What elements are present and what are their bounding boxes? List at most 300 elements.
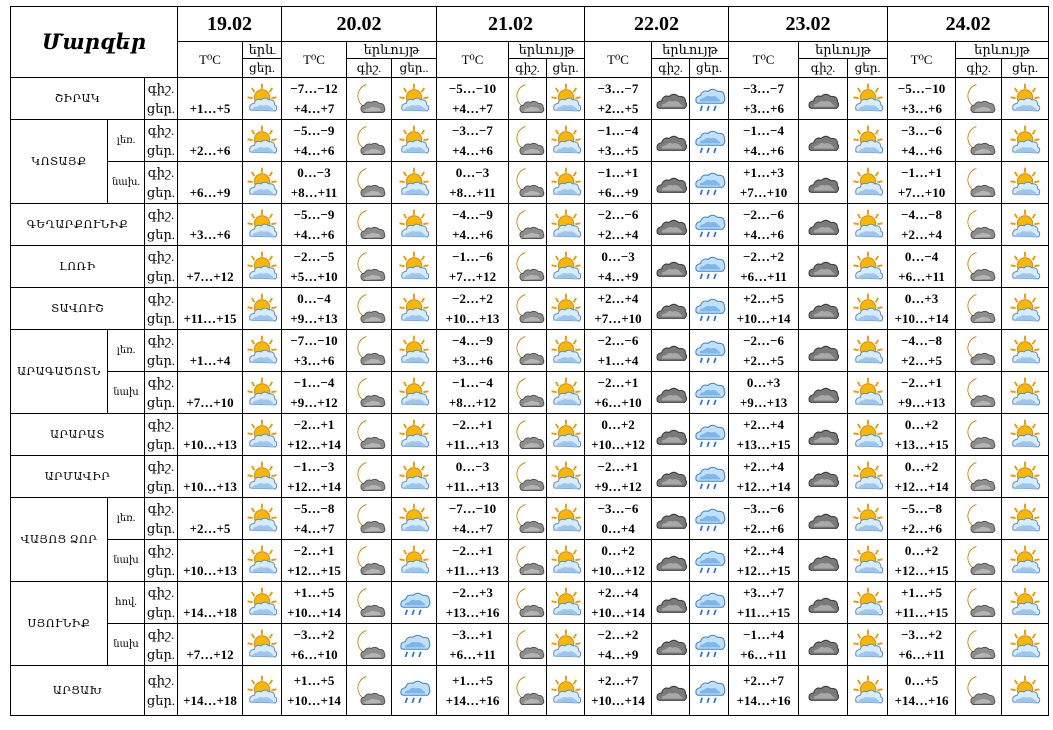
period-label-top: գիշ. — [147, 672, 175, 688]
weather-icon-cell — [690, 624, 729, 666]
table-row — [11, 372, 1049, 414]
temp-cell — [888, 414, 956, 456]
weather-icon-cell — [799, 78, 848, 120]
region-name: ՇԻՐԱԿ — [11, 78, 145, 120]
day-header: ցեր. — [848, 59, 888, 78]
rain-cloud-icon — [690, 376, 728, 410]
table-row — [11, 414, 1049, 456]
weather-icon-cell — [243, 246, 282, 288]
weather-icon-cell — [243, 498, 282, 540]
period-label — [145, 246, 178, 288]
temp-cell — [888, 246, 956, 288]
night-header: գիշ. — [652, 59, 690, 78]
sunny-cloud-icon — [547, 586, 584, 620]
temp-cell-top: +1…+5 — [293, 672, 335, 688]
sunny-cloud-icon — [547, 250, 584, 284]
weather-icon-cell — [509, 540, 547, 582]
rain-cloud-icon — [392, 674, 436, 708]
rain-cloud-icon — [690, 124, 728, 158]
temp-spacer — [178, 79, 242, 99]
sunny-cloud-icon — [1002, 334, 1048, 368]
temp-spacer — [178, 121, 242, 141]
weather-icon-cell — [690, 78, 729, 120]
period-label-bottom: ցեր. — [146, 478, 176, 494]
temp-day: +3…+6 — [189, 226, 231, 242]
moon-cloud-icon — [956, 460, 1001, 494]
temp-cell-bottom: +6…+9 — [597, 184, 639, 200]
region-name: ԼՈՌԻ — [11, 246, 145, 288]
dark-cloud-icon — [799, 628, 847, 662]
temp-cell — [437, 162, 509, 204]
table-row — [11, 204, 1049, 246]
sunny-cloud-icon — [1002, 82, 1048, 116]
weather-icon-cell — [799, 372, 848, 414]
temp-cell-top: −7…−10 — [448, 500, 497, 516]
moon-cloud-icon — [509, 124, 546, 158]
temp-header: T⁰C — [178, 42, 243, 78]
temp-cell-top: −3…+1 — [452, 626, 493, 642]
temp-cell-top: 0…−3 — [601, 248, 635, 264]
moon-cloud-icon — [509, 544, 546, 578]
sunny-cloud-icon — [392, 544, 436, 578]
weather-icon-cell — [690, 204, 729, 246]
temp-cell-top: +1…+5 — [452, 672, 493, 688]
weather-icon-cell — [347, 666, 392, 716]
temp-cell-bottom: +8…+11 — [449, 184, 496, 200]
moon-cloud-icon — [956, 292, 1001, 326]
period-label-bottom: ցեր. — [146, 692, 176, 708]
temp-cell-bottom: +2…+5 — [901, 352, 942, 368]
sunny-cloud-icon — [1002, 502, 1048, 536]
weather-icon-cell — [392, 456, 437, 498]
dark-cloud-icon — [799, 418, 847, 452]
temp-cell-bottom: +3…+6 — [901, 100, 942, 116]
temp-cell-top: 0…+2 — [904, 542, 939, 558]
temp-cell — [282, 162, 347, 204]
sunny-cloud-icon — [243, 628, 281, 662]
weather-icon-cell — [547, 330, 585, 372]
temp-cell-top: +2…+4 — [743, 416, 784, 432]
temp-cell — [282, 456, 347, 498]
weather-icon-cell — [392, 582, 437, 624]
weather-icon-cell — [652, 666, 690, 716]
weather-icon-cell — [547, 624, 585, 666]
phen-header: երևույթ — [799, 42, 888, 59]
dark-cloud-icon — [799, 166, 847, 200]
sunny-cloud-icon — [392, 82, 436, 116]
temp-header: T⁰C — [437, 42, 509, 78]
temp-cell-top: −5…−10 — [897, 80, 946, 96]
temp-cell-top: −2…−5 — [293, 248, 335, 264]
temp-cell-top: 0…−3 — [455, 458, 490, 474]
temp-cell — [282, 624, 347, 666]
temp-cell-bottom: +10…+14 — [894, 310, 949, 326]
temp-cell-top: −2…+2 — [597, 626, 639, 642]
dark-cloud-icon — [652, 586, 689, 620]
period-label — [145, 330, 178, 372]
period-label-bottom: ցեր. — [146, 310, 176, 326]
weather-icon-cell — [1002, 456, 1049, 498]
weather-icon-cell — [547, 372, 585, 414]
temp-cell — [178, 246, 243, 288]
temp-header: T⁰C — [888, 42, 956, 78]
temp-cell — [729, 288, 799, 330]
temp-cell-bottom: +3…+5 — [597, 142, 639, 158]
temp-cell-top: −1…−4 — [452, 374, 493, 390]
dark-cloud-icon — [799, 292, 847, 326]
period-label-bottom: ցեր. — [146, 352, 176, 368]
temp-cell — [729, 582, 799, 624]
weather-icon-cell — [956, 246, 1002, 288]
temp-cell — [437, 540, 509, 582]
night-header: գիշ. — [799, 59, 848, 78]
sunny-cloud-icon — [848, 166, 887, 200]
region-name: ԱՐՄԱՎԻՐ — [11, 456, 145, 498]
dark-cloud-icon — [652, 208, 689, 242]
temp-cell — [888, 162, 956, 204]
temp-cell-bottom: +10…+14 — [287, 692, 341, 708]
weather-icon-cell — [848, 582, 888, 624]
temp-cell — [437, 666, 509, 716]
temp-cell-top: −5…−10 — [448, 80, 497, 96]
period-label-top: գիշ. — [147, 206, 175, 222]
weather-icon-cell — [848, 540, 888, 582]
day-header: ցեր. — [1002, 59, 1049, 78]
moon-cloud-icon — [956, 166, 1001, 200]
weather-icon-cell — [799, 120, 848, 162]
moon-cloud-icon — [956, 250, 1001, 284]
date-header: 23.02 — [729, 7, 888, 42]
temp-cell — [888, 372, 956, 414]
weather-icon-cell — [347, 246, 392, 288]
weather-icon-cell — [690, 246, 729, 288]
weather-icon-cell — [799, 204, 848, 246]
temp-cell-top: −5…−8 — [901, 500, 942, 516]
sunny-cloud-icon — [1002, 628, 1048, 662]
moon-cloud-icon — [509, 334, 546, 368]
temp-cell-bottom: +14…+16 — [894, 692, 949, 708]
sunny-cloud-icon — [392, 418, 436, 452]
sunny-cloud-icon — [243, 208, 281, 242]
temp-cell — [178, 498, 243, 540]
sunny-cloud-icon — [547, 628, 584, 662]
temp-cell-top: −2…+1 — [597, 458, 639, 474]
temp-cell — [729, 624, 799, 666]
weather-icon-cell — [799, 666, 848, 716]
phen-header: երև — [243, 42, 282, 59]
weather-icon-cell — [347, 540, 392, 582]
temp-cell-top: −4…−9 — [452, 332, 493, 348]
weather-icon-cell — [1002, 372, 1049, 414]
date-header: 22.02 — [585, 7, 729, 42]
weather-icon-cell — [799, 288, 848, 330]
weather-icon-cell — [1002, 582, 1049, 624]
date-header: 24.02 — [888, 7, 1049, 42]
temp-cell-top: 0…−3 — [297, 164, 331, 180]
temp-cell-bottom: +14…+16 — [736, 692, 791, 708]
temp-cell-top: 0…+2 — [601, 416, 635, 432]
temp-cell-top: +2…+4 — [743, 458, 784, 474]
period-label-top: գիշ. — [147, 80, 175, 96]
rain-cloud-icon — [690, 292, 728, 326]
phen-header: երևույթ — [347, 42, 437, 59]
moon-cloud-icon — [956, 376, 1001, 410]
weather-icon-cell — [956, 120, 1002, 162]
temp-cell-bottom: 0…+4 — [601, 520, 635, 536]
table-row — [11, 540, 1049, 582]
temp-cell-top: −2…+1 — [293, 416, 335, 432]
temp-cell-top: −3…−7 — [452, 122, 493, 138]
temp-cell-bottom: +12…+15 — [287, 562, 341, 578]
temp-cell-top: 0…+3 — [746, 374, 781, 390]
period-label-bottom: ցեր. — [146, 142, 176, 158]
weather-icon-cell — [956, 330, 1002, 372]
temp-cell — [888, 120, 956, 162]
moon-cloud-icon — [347, 82, 391, 116]
temp-cell — [585, 666, 652, 716]
moon-cloud-icon — [509, 460, 546, 494]
moon-cloud-icon — [956, 544, 1001, 578]
weather-icon-cell — [392, 414, 437, 456]
temp-cell-bottom: +6…+11 — [898, 646, 945, 662]
period-label — [145, 120, 178, 162]
weather-icon-cell — [652, 330, 690, 372]
weather-icon-cell — [547, 162, 585, 204]
temp-cell-top: −2…+1 — [901, 374, 942, 390]
temp-cell — [585, 456, 652, 498]
weather-icon-cell — [509, 162, 547, 204]
temp-cell-bottom: +9…+12 — [594, 478, 642, 494]
temp-cell — [282, 288, 347, 330]
temp-cell — [888, 456, 956, 498]
temp-cell — [585, 372, 652, 414]
temp-cell — [729, 78, 799, 120]
moon-cloud-icon — [956, 674, 1001, 708]
weather-icon-cell — [509, 372, 547, 414]
temp-cell-bottom: +4…+9 — [597, 268, 639, 284]
period-label-top: գիշ. — [147, 248, 175, 264]
temp-cell-bottom: +3…+6 — [743, 100, 784, 116]
temp-day: +1…+5 — [189, 100, 231, 116]
temp-cell-top: −2…+2 — [743, 248, 784, 264]
sunny-cloud-icon — [392, 292, 436, 326]
rain-cloud-icon — [690, 460, 728, 494]
temp-day: +7…+12 — [186, 268, 234, 284]
temp-cell — [178, 582, 243, 624]
period-label-top: գիշ. — [147, 626, 175, 642]
temp-cell-bottom: +11…+13 — [445, 562, 500, 578]
rain-cloud-icon — [690, 502, 728, 536]
weather-icon-cell — [509, 666, 547, 716]
moon-cloud-icon — [509, 292, 546, 326]
moon-cloud-icon — [509, 250, 546, 284]
temp-cell — [585, 288, 652, 330]
temp-cell-bottom: +4…+6 — [293, 226, 335, 242]
temp-cell — [178, 78, 243, 120]
moon-cloud-icon — [347, 124, 391, 158]
weather-icon-cell — [547, 582, 585, 624]
temp-cell-bottom: +11…+13 — [445, 478, 500, 494]
weather-icon-cell — [392, 666, 437, 716]
temp-cell-bottom: +2…+5 — [597, 100, 639, 116]
weather-icon-cell — [547, 540, 585, 582]
temp-cell-bottom: +12…+15 — [736, 562, 791, 578]
temp-cell-bottom: +2…+6 — [901, 520, 942, 536]
temp-spacer — [178, 247, 242, 267]
moon-cloud-icon — [956, 334, 1001, 368]
temp-cell — [178, 120, 243, 162]
temp-cell-top: −4…−9 — [452, 206, 493, 222]
sunny-cloud-icon — [547, 460, 584, 494]
temp-cell — [437, 456, 509, 498]
sunny-cloud-icon — [848, 544, 887, 578]
temp-cell-bottom: +12…+15 — [894, 562, 949, 578]
table-row — [11, 624, 1049, 666]
temp-day: +7…+10 — [186, 394, 234, 410]
weather-icon-cell — [799, 582, 848, 624]
sunny-cloud-icon — [1002, 586, 1048, 620]
temp-cell — [178, 624, 243, 666]
period-label-top: գիշ. — [147, 500, 175, 516]
weather-icon-cell — [509, 330, 547, 372]
dark-cloud-icon — [652, 544, 689, 578]
temp-cell — [437, 498, 509, 540]
dark-cloud-icon — [652, 502, 689, 536]
temp-cell — [282, 120, 347, 162]
weather-icon-cell — [799, 414, 848, 456]
dark-cloud-icon — [652, 292, 689, 326]
temp-cell-top: −4…−8 — [901, 206, 942, 222]
weather-icon-cell — [243, 666, 282, 716]
dark-cloud-icon — [799, 250, 847, 284]
sunny-cloud-icon — [1002, 166, 1048, 200]
period-label — [145, 582, 178, 624]
temp-cell-top: 0…+2 — [904, 458, 939, 474]
temp-cell — [437, 372, 509, 414]
weather-icon-cell — [509, 246, 547, 288]
dark-cloud-icon — [652, 418, 689, 452]
temp-cell-bottom: +11…+13 — [445, 436, 500, 452]
forecast-table — [10, 6, 1049, 716]
temp-cell-bottom: +10…+14 — [591, 604, 645, 620]
weather-icon-cell — [652, 120, 690, 162]
temp-cell — [585, 414, 652, 456]
temp-day: +14…+18 — [183, 604, 237, 620]
subregion-name: նախ — [108, 624, 145, 666]
temp-cell-top: −1…+1 — [597, 164, 639, 180]
temp-header: T⁰C — [282, 42, 347, 78]
phen-header: երևույթ — [652, 42, 729, 59]
region-name: ՍՅՈՒՆԻՔ — [11, 582, 108, 666]
temp-cell-top: −1…+4 — [743, 626, 784, 642]
temp-cell-top: −3…−7 — [597, 80, 639, 96]
temp-cell-bottom: +7…+10 — [594, 310, 642, 326]
weather-icon-cell — [848, 120, 888, 162]
temp-cell-top: 0…−4 — [297, 290, 331, 306]
weather-icon-cell — [509, 582, 547, 624]
temp-cell — [585, 120, 652, 162]
period-label-top: գիշ. — [147, 164, 175, 180]
temp-day: +10…+13 — [183, 478, 237, 494]
sunny-cloud-icon — [848, 628, 887, 662]
temp-cell-top: −5…−9 — [293, 122, 335, 138]
moon-cloud-icon — [347, 460, 391, 494]
temp-cell — [729, 498, 799, 540]
weather-icon-cell — [347, 414, 392, 456]
weather-icon-cell — [243, 540, 282, 582]
sunny-cloud-icon — [1002, 292, 1048, 326]
temp-cell-top: −1…−4 — [743, 122, 784, 138]
temp-cell — [888, 582, 956, 624]
sunny-cloud-icon — [392, 250, 436, 284]
temp-cell-bottom: +10…+14 — [736, 310, 791, 326]
night-header: գիշ. — [956, 59, 1002, 78]
table-row — [11, 162, 1049, 204]
date-header: 19.02 — [178, 7, 282, 42]
moon-cloud-icon — [509, 82, 546, 116]
sunny-cloud-icon — [243, 674, 281, 708]
moon-cloud-icon — [509, 418, 546, 452]
phen-header: երևույթ — [509, 42, 585, 59]
temp-cell-top: +1…+5 — [293, 584, 335, 600]
weather-icon-cell — [392, 372, 437, 414]
temp-cell — [729, 666, 799, 716]
subregion-name: նախ. — [108, 162, 145, 204]
temp-cell — [585, 330, 652, 372]
rain-cloud-icon — [690, 674, 728, 708]
moon-cloud-icon — [509, 166, 546, 200]
temp-cell-top: −4…−8 — [901, 332, 942, 348]
rain-cloud-icon — [690, 586, 728, 620]
temp-cell-top: 0…−3 — [455, 164, 490, 180]
sunny-cloud-icon — [392, 166, 436, 200]
temp-cell — [178, 540, 243, 582]
date-header: 20.02 — [282, 7, 437, 42]
moon-cloud-icon — [347, 376, 391, 410]
region-name: ԱՐԱՐԱՏ — [11, 414, 145, 456]
temp-cell-bottom: +4…+9 — [597, 646, 639, 662]
temp-cell — [437, 246, 509, 288]
temp-cell-top: +2…+4 — [597, 584, 639, 600]
night-header: գիշ. — [347, 59, 392, 78]
period-label — [145, 540, 178, 582]
region-name: ԱՐՑԱԽ — [11, 666, 145, 716]
dark-cloud-icon — [799, 460, 847, 494]
sunny-cloud-icon — [547, 166, 584, 200]
sunny-cloud-icon — [848, 502, 887, 536]
weather-icon-cell — [690, 162, 729, 204]
sunny-cloud-icon — [243, 82, 281, 116]
weather-icon-cell — [956, 498, 1002, 540]
weather-icon-cell — [799, 246, 848, 288]
temp-cell-top: −5…−9 — [293, 206, 335, 222]
dark-cloud-icon — [799, 544, 847, 578]
period-label — [145, 456, 178, 498]
temp-cell-top: −1…+1 — [901, 164, 942, 180]
weather-icon-cell — [347, 120, 392, 162]
temp-cell-top: −2…+1 — [452, 542, 493, 558]
sunny-cloud-icon — [392, 460, 436, 494]
temp-cell-top: −1…−4 — [293, 374, 335, 390]
weather-icon-cell — [652, 162, 690, 204]
temp-cell — [437, 582, 509, 624]
night-header: գիշ. — [509, 59, 547, 78]
weather-icon-cell — [243, 372, 282, 414]
moon-cloud-icon — [347, 292, 391, 326]
weather-icon-cell — [956, 288, 1002, 330]
rain-cloud-icon — [690, 250, 728, 284]
temp-cell-top: −2…+2 — [452, 290, 493, 306]
